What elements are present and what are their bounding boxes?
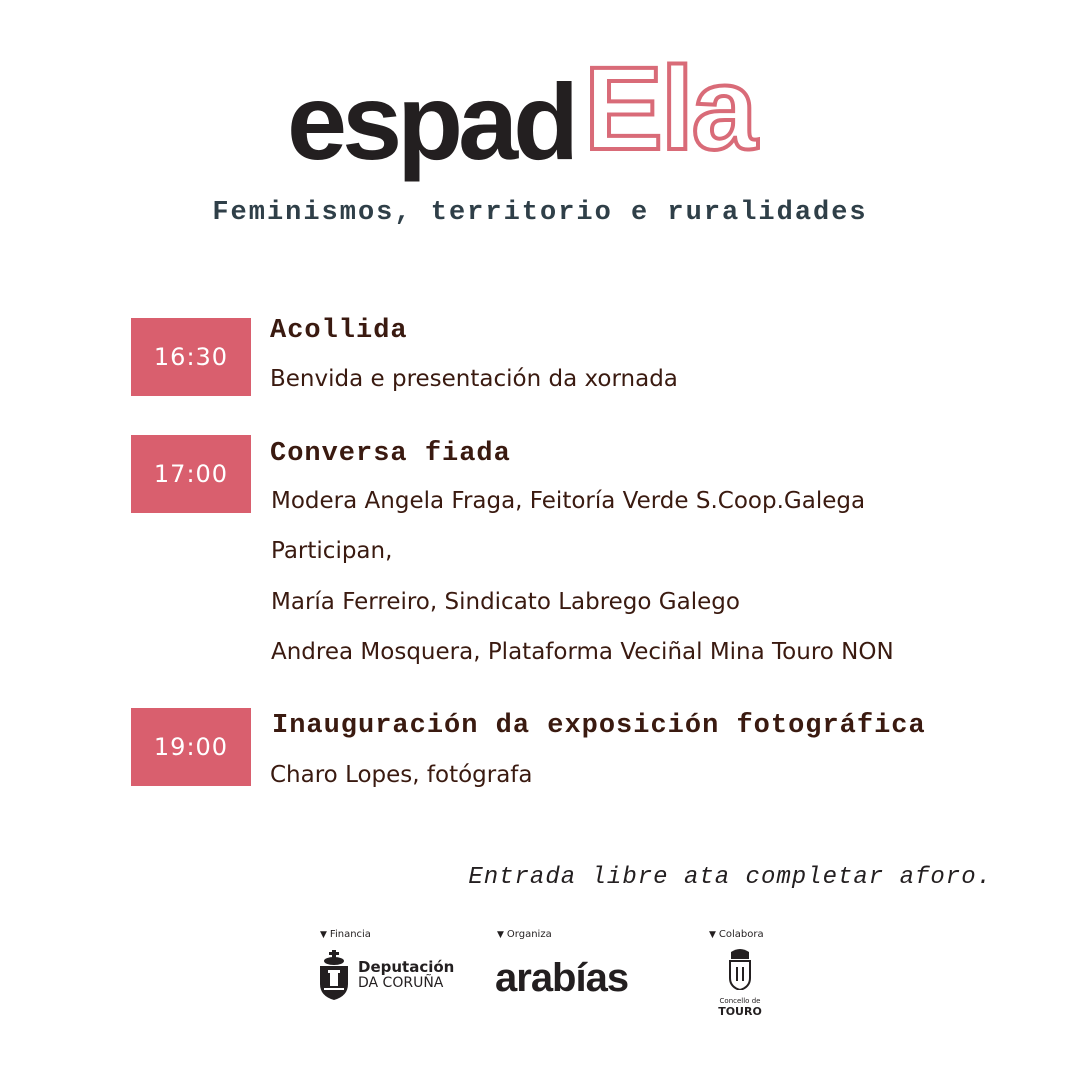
deputacion-logo [318, 950, 454, 1000]
event-time-badge: 17:00 [131, 435, 251, 513]
coat-of-arms-icon [727, 948, 753, 990]
logo-word-ela: Ela [584, 43, 756, 175]
shield-crest-icon [318, 950, 350, 1000]
logo-word-espad: espad [287, 61, 575, 182]
event-description: Modera Angela Fraga, Feitoría Verde S.Coop.Galega [271, 488, 866, 514]
event-title: Conversa fiada [270, 439, 511, 469]
touro-logo [718, 948, 762, 1018]
page-subtitle: Feminismos, territorio e ruralidades [212, 198, 868, 228]
entry-note: Entrada libre ata completar aforo. [468, 864, 992, 891]
touro-caption: Concello de [719, 997, 761, 1005]
event-description: Charo Lopes, fotógrafa [270, 762, 533, 788]
event-description: Participan, [271, 538, 393, 564]
event-description: María Ferreiro, Sindicato Labrego Galego [271, 589, 740, 615]
triangle-down-icon: ▼ [320, 930, 327, 940]
arabias-logo: arabías [495, 956, 629, 1000]
triangle-down-icon: ▼ [497, 930, 504, 940]
deputacion-name: Deputación [358, 957, 455, 976]
event-time-badge: 19:00 [131, 708, 251, 786]
sponsor-label: ▼ Organiza [497, 929, 552, 940]
touro-name: TOURO [718, 1005, 762, 1018]
espadela-logo [287, 43, 756, 192]
event-description: Andrea Mosquera, Plataforma Veciñal Mina Touro NON [271, 639, 894, 665]
event-title: Inauguración da exposición fotográfica [272, 711, 926, 741]
deputacion-subname: DA CORUÑA [358, 974, 444, 991]
event-description: Benvida e presentación da xornada [270, 366, 678, 392]
event-title: Acollida [270, 316, 408, 346]
sponsor-label: ▼ Financia [320, 929, 371, 940]
event-time-badge: 16:30 [131, 318, 251, 396]
triangle-down-icon: ▼ [709, 930, 716, 940]
sponsor-label: ▼ Colabora [709, 929, 764, 940]
